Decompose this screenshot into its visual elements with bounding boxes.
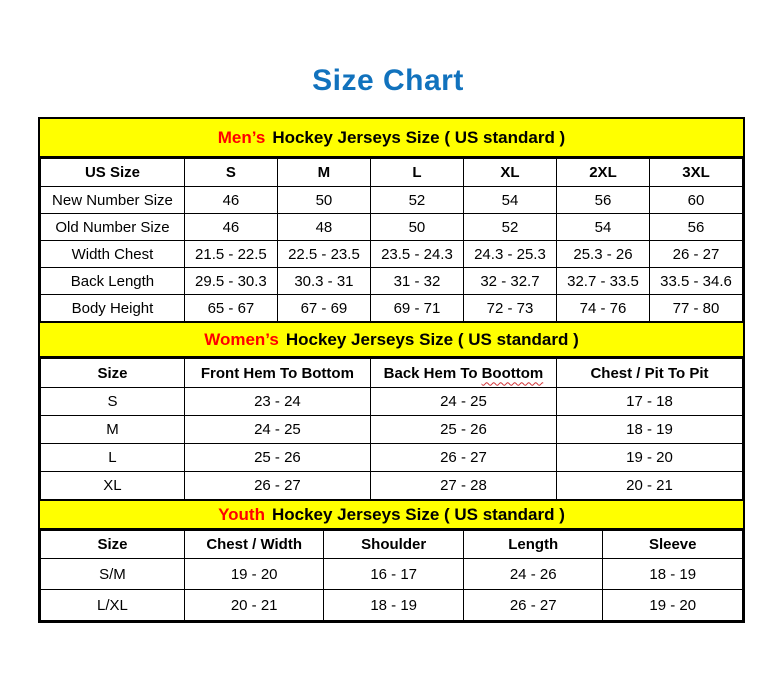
youth-size-table <box>40 530 743 621</box>
size-value: 25 - 26 <box>370 416 556 444</box>
table-row-youth-sm <box>41 559 743 590</box>
size-value: 19 - 20 <box>184 559 324 590</box>
column-header-size: Size <box>41 531 185 559</box>
column-header-shoulder: Shoulder <box>324 531 464 559</box>
size-value: 26 - 27 <box>370 444 556 472</box>
size-value: 24 - 26 <box>463 559 603 590</box>
size-value: 32.7 - 33.5 <box>556 268 649 295</box>
size-value: 24 - 25 <box>184 416 370 444</box>
row-label: Back Length <box>41 268 185 295</box>
row-label: M <box>41 416 185 444</box>
table-row-women-xl <box>41 472 743 500</box>
size-value: 18 - 19 <box>556 416 742 444</box>
column-header-2xl: 2XL <box>556 159 649 187</box>
back-hem-text: Back Hem To <box>383 364 478 382</box>
size-value: 50 <box>370 214 463 241</box>
size-value: 32 - 32.7 <box>463 268 556 295</box>
youth-section-header <box>40 500 743 530</box>
size-value: 17 - 18 <box>556 388 742 416</box>
row-label: Old Number Size <box>41 214 185 241</box>
womens-header-row <box>41 359 743 388</box>
table-row-women-l <box>41 444 743 472</box>
size-value: 56 <box>649 214 742 241</box>
size-value: 18 - 19 <box>603 559 743 590</box>
column-header-back-hem <box>370 359 556 388</box>
size-value: 77 - 80 <box>649 295 742 322</box>
row-label: L <box>41 444 185 472</box>
size-value: 74 - 76 <box>556 295 649 322</box>
youth-section-highlight: Youth <box>218 504 265 524</box>
size-value: 31 - 32 <box>370 268 463 295</box>
column-header-us-size: US Size <box>41 159 185 187</box>
column-header-length: Length <box>463 531 603 559</box>
row-label: S/M <box>41 559 185 590</box>
womens-section-header <box>40 322 743 358</box>
column-header-3xl: 3XL <box>649 159 742 187</box>
size-value: 25.3 - 26 <box>556 241 649 268</box>
row-label: Body Height <box>41 295 185 322</box>
size-value: 65 - 67 <box>184 295 277 322</box>
youth-section-title: Hockey Jerseys Size ( US standard ) <box>271 504 565 524</box>
column-header-s: S <box>184 159 277 187</box>
column-header-chest-pit: Chest / Pit To Pit <box>556 359 742 388</box>
table-row-women-s <box>41 388 743 416</box>
mens-section-header <box>40 119 743 158</box>
page-title: Size Chart <box>312 64 464 97</box>
youth-header-row <box>41 531 743 559</box>
row-label: XL <box>41 472 185 500</box>
column-header-m: M <box>277 159 370 187</box>
size-value: 52 <box>370 187 463 214</box>
size-value: 26 - 27 <box>184 472 370 500</box>
size-value: 23 - 24 <box>184 388 370 416</box>
mens-section-highlight: Men’s <box>217 127 266 147</box>
size-value: 60 <box>649 187 742 214</box>
womens-size-table <box>40 358 743 500</box>
size-value: 20 - 21 <box>184 590 324 621</box>
size-value: 52 <box>463 214 556 241</box>
size-value: 56 <box>556 187 649 214</box>
table-row-body-height <box>41 295 743 322</box>
size-value: 24 - 25 <box>370 388 556 416</box>
size-value: 21.5 - 22.5 <box>184 241 277 268</box>
table-row-youth-lxl <box>41 590 743 621</box>
size-value: 46 <box>184 214 277 241</box>
size-value: 25 - 26 <box>184 444 370 472</box>
size-value: 18 - 19 <box>324 590 464 621</box>
size-value: 16 - 17 <box>324 559 464 590</box>
size-value: 46 <box>184 187 277 214</box>
size-chart-table <box>38 117 745 623</box>
column-header-chest-width: Chest / Width <box>184 531 324 559</box>
size-value: 19 - 20 <box>603 590 743 621</box>
table-row-women-m <box>41 416 743 444</box>
size-value: 69 - 71 <box>370 295 463 322</box>
row-label: L/XL <box>41 590 185 621</box>
size-value: 54 <box>463 187 556 214</box>
size-value: 33.5 - 34.6 <box>649 268 742 295</box>
size-value: 54 <box>556 214 649 241</box>
size-value: 23.5 - 24.3 <box>370 241 463 268</box>
womens-section-title: Hockey Jerseys Size ( US standard ) <box>285 329 579 349</box>
row-label: S <box>41 388 185 416</box>
size-value: 26 - 27 <box>649 241 742 268</box>
column-header-l: L <box>370 159 463 187</box>
size-value: 30.3 - 31 <box>277 268 370 295</box>
size-value: 27 - 28 <box>370 472 556 500</box>
size-value: 24.3 - 25.3 <box>463 241 556 268</box>
misspelled-word-spellcheck: Boottom <box>481 364 544 382</box>
size-value: 19 - 20 <box>556 444 742 472</box>
column-header-xl: XL <box>463 159 556 187</box>
mens-section-title: Hockey Jerseys Size ( US standard ) <box>272 127 566 147</box>
column-header-sleeve: Sleeve <box>603 531 743 559</box>
mens-size-table <box>40 158 743 322</box>
size-value: 26 - 27 <box>463 590 603 621</box>
column-header-front-hem: Front Hem To Bottom <box>184 359 370 388</box>
table-row-back-length <box>41 268 743 295</box>
mens-header-row <box>41 159 743 187</box>
row-label: Width Chest <box>41 241 185 268</box>
size-value: 22.5 - 23.5 <box>277 241 370 268</box>
size-value: 29.5 - 30.3 <box>184 268 277 295</box>
size-value: 67 - 69 <box>277 295 370 322</box>
womens-section-highlight: Women’s <box>204 329 279 349</box>
table-row-width-chest <box>41 241 743 268</box>
column-header-size: Size <box>41 359 185 388</box>
size-value: 20 - 21 <box>556 472 742 500</box>
row-label: New Number Size <box>41 187 185 214</box>
table-row-new-number-size <box>41 187 743 214</box>
size-value: 48 <box>277 214 370 241</box>
size-value: 50 <box>277 187 370 214</box>
size-value: 72 - 73 <box>463 295 556 322</box>
table-row-old-number-size <box>41 214 743 241</box>
